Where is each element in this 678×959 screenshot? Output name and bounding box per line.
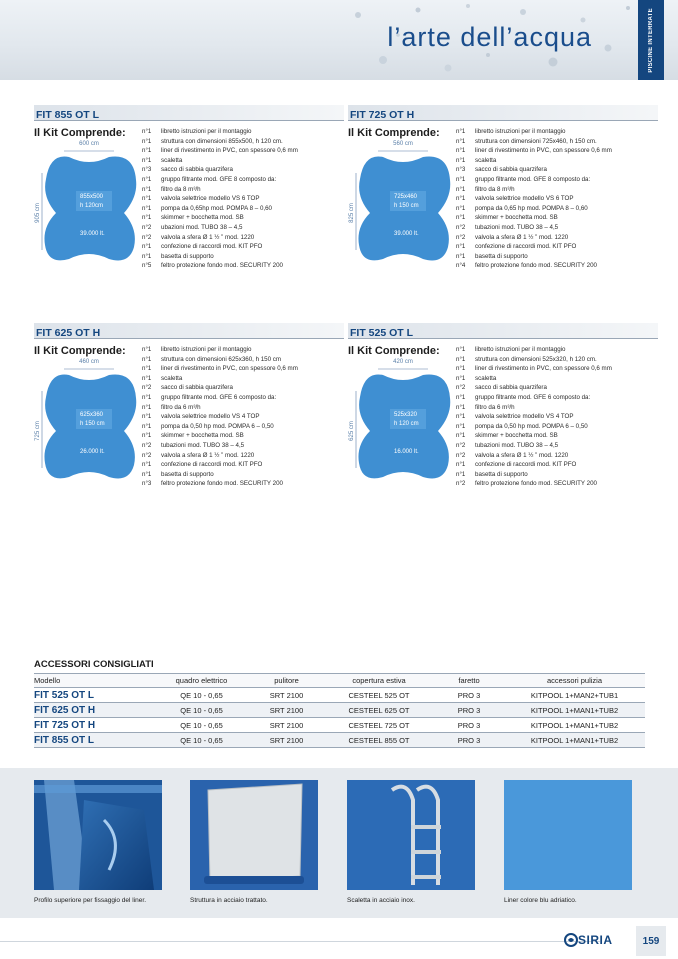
page-header [0, 0, 678, 80]
kit-item-qty: n°4 [456, 262, 466, 270]
kit-item-qty: n°1 [142, 252, 152, 260]
product-block [348, 105, 658, 305]
photo-strip [0, 768, 678, 918]
brand-logo [564, 933, 613, 947]
kit-item-text: sacco di sabbia quarzifera [475, 166, 547, 174]
kit-item-qty: n°1 [142, 204, 152, 212]
kit-item-text: basetta di supporto [161, 470, 214, 478]
kit-item-qty: n°1 [456, 214, 466, 222]
kit-item-text: valvola a sfera Ø 1 ½ ” mod. 1220 [161, 233, 255, 241]
product-name: FIT 725 OT H [350, 109, 415, 121]
col-header-model: Modello [34, 674, 154, 688]
kit-item-text: confezione di raccordi mod. KIT PFO [161, 461, 263, 469]
kit-item-text: valvola selettrice modello VS 6 TOP [475, 195, 574, 203]
kit-item [142, 175, 342, 185]
kit-item-qty: n°2 [456, 451, 466, 459]
kit-item-text: valvola selettrice modello VS 6 TOP [161, 195, 260, 203]
pool-dims-label: 525x320 [394, 412, 418, 418]
kit-item [456, 460, 656, 470]
kit-item [142, 393, 342, 403]
liner-profile-photo [34, 780, 162, 890]
pool-height-label: h 150 cm [394, 203, 419, 209]
kit-item-qty: n°2 [456, 441, 466, 449]
brand-name: SIRIA [578, 933, 613, 947]
kit-item-qty: n°1 [456, 432, 466, 440]
kit-item [456, 355, 656, 365]
pool-length-label: 905 cm [35, 203, 41, 223]
kit-item-text: liner di rivestimento in PVC, con spessore 0,6 mm [475, 147, 612, 155]
kit-item-qty: n°1 [142, 422, 152, 430]
kit-item-text: gruppo filtrante mod. GFE 8 composto da: [475, 175, 591, 183]
pool-width-label: 600 cm [79, 141, 99, 147]
kit-item [142, 451, 342, 461]
table-cell: SRT 2100 [249, 703, 324, 718]
kit-item [142, 403, 342, 413]
kit-includes-label: Il Kit Comprende: [348, 345, 440, 357]
kit-item-qty: n°3 [142, 166, 152, 174]
kit-item-text: feltro protezione fondo mod. SECURITY 200 [161, 480, 283, 488]
kit-item [456, 403, 656, 413]
pool-height-label: h 120cm [80, 203, 104, 209]
steel-structure-photo [190, 780, 318, 890]
kit-item-qty: n°2 [142, 233, 152, 241]
kit-item-qty: n°1 [142, 156, 152, 164]
accessories-title: ACCESSORI CONSIGLIATI [34, 659, 154, 670]
kit-item-text: valvola a sfera Ø 1 ½ ” mod. 1220 [475, 233, 569, 241]
table-cell: CESTEEL 855 OT [324, 733, 434, 748]
kit-item-qty: n°1 [142, 403, 152, 411]
kit-item-text: feltro protezione fondo mod. SECURITY 200 [475, 480, 597, 488]
kit-item [142, 223, 342, 233]
kit-item-text: gruppo filtrante mod. GFE 8 composto da: [161, 175, 277, 183]
kit-item [142, 441, 342, 451]
kit-item-qty: n°2 [142, 441, 152, 449]
kit-item-text: confezione di raccordi mod. KIT PFO [475, 461, 577, 469]
kit-item-qty: n°1 [142, 128, 152, 135]
pool-length-label: 725 cm [35, 421, 41, 441]
pool-height-label: h 150 cm [80, 421, 105, 427]
kit-items-list [142, 345, 342, 489]
product-name: FIT 625 OT H [36, 327, 101, 339]
kit-item-qty: n°3 [142, 480, 152, 488]
kit-item-text: skimmer + bocchetta mod. SB [475, 432, 558, 440]
kit-item [456, 261, 656, 271]
kit-item [142, 345, 342, 355]
kit-includes-label: Il Kit Comprende: [34, 127, 126, 139]
kit-item-text: basetta di supporto [475, 470, 528, 478]
kit-item [456, 175, 656, 185]
kit-item-text: liner di rivestimento in PVC, con spessore 0,6 mm [161, 147, 298, 155]
kit-item-text: filtro da 8 m³/h [161, 185, 201, 193]
table-cell: PRO 3 [434, 733, 504, 748]
kit-item-qty: n°1 [142, 175, 152, 183]
table-row [34, 718, 645, 733]
product-title-bar [34, 105, 344, 121]
kit-item-text: pompa da 0,65 hp mod. POMPA 8 – 0,60 [475, 204, 588, 212]
col-header-cover: copertura estiva [324, 674, 434, 688]
kit-item [142, 194, 342, 204]
kit-item-qty: n°1 [456, 128, 466, 135]
pool-shape-diagram [348, 353, 458, 483]
kit-item-qty: n°1 [142, 355, 152, 363]
kit-item [142, 127, 342, 137]
photo-caption: Profilo superiore per fissaggio del liner. [34, 897, 147, 904]
kit-item-qty: n°1 [456, 461, 466, 469]
kit-item [456, 137, 656, 147]
pool-length-label: 625 cm [349, 421, 355, 441]
kit-item [456, 204, 656, 214]
kit-item-qty: n°1 [142, 346, 152, 353]
kit-item-text: pompa da 0,50 hp mod. POMPA 6 – 0,50 [161, 422, 274, 430]
table-cell: SRT 2100 [249, 733, 324, 748]
product-block [348, 323, 658, 523]
table-cell-model: FIT 855 OT L [34, 733, 154, 748]
pool-length-label: 825 cm [349, 203, 355, 223]
product-title-bar [348, 105, 658, 121]
kit-item-qty: n°1 [142, 365, 152, 373]
table-row [34, 733, 645, 748]
kit-item [142, 412, 342, 422]
kit-items-list [456, 127, 656, 271]
kit-item-text: valvola a sfera Ø 1 ½ ” mod. 1220 [161, 451, 255, 459]
kit-item [456, 156, 656, 166]
kit-item [456, 374, 656, 384]
kit-item-qty: n°1 [142, 147, 152, 155]
pool-width-label: 460 cm [79, 359, 99, 365]
photo-caption: Scaletta in acciaio inox. [347, 897, 415, 904]
kit-item-qty: n°1 [456, 355, 466, 363]
kit-item [142, 233, 342, 243]
pool-volume-label: 16.000 lt. [394, 449, 419, 455]
kit-item [456, 431, 656, 441]
pool-width-label: 420 cm [393, 359, 413, 365]
kit-item [456, 194, 656, 204]
accessories-table [34, 673, 645, 748]
kit-item-qty: n°1 [456, 243, 466, 251]
kit-item [456, 441, 656, 451]
table-cell: SRT 2100 [249, 688, 324, 703]
kit-item-text: struttura con dimensioni 725x460, h 150 cm. [475, 137, 597, 145]
table-cell: KITPOOL 1+MAN1+TUB2 [504, 703, 645, 718]
product-title-bar [348, 323, 658, 339]
kit-item-qty: n°1 [456, 195, 466, 203]
kit-item-text: sacco di sabbia quarzifera [161, 166, 233, 174]
kit-item-qty: n°1 [456, 185, 466, 193]
pool-volume-label: 26.000 lt. [80, 449, 105, 455]
kit-item-text: filtro da 6 m³/h [475, 403, 515, 411]
kit-item-text: gruppo filtrante mod. GFE 6 composto da: [475, 393, 591, 401]
kit-item [456, 242, 656, 252]
kit-item-qty: n°1 [142, 185, 152, 193]
kit-item-text: pompa da 0,50 hp mod. POMPA 6 – 0,50 [475, 422, 588, 430]
kit-item [456, 479, 656, 489]
kit-item-text: valvola selettrice modello VS 4 TOP [161, 413, 260, 421]
kit-item-qty: n°1 [142, 374, 152, 382]
kit-item-text: feltro protezione fondo mod. SECURITY 200 [161, 262, 283, 270]
kit-item-text: valvola selettrice modello VS 4 TOP [475, 413, 574, 421]
table-cell: QE 10 - 0,65 [154, 688, 249, 703]
table-cell: PRO 3 [434, 703, 504, 718]
kit-item-text: confezione di raccordi mod. KIT PFO [161, 243, 263, 251]
kit-item-text: basetta di supporto [475, 252, 528, 260]
kit-item-qty: n°1 [456, 147, 466, 155]
table-cell: CESTEEL 525 OT [324, 688, 434, 703]
kit-item-text: libretto istruzioni per il montaggio [161, 128, 252, 135]
kit-items-list [142, 127, 342, 271]
kit-item [456, 393, 656, 403]
pool-dims-label: 725x460 [394, 194, 418, 200]
kit-item-text: pompa da 0,65hp mod. POMPA 8 – 0,60 [161, 204, 272, 212]
kit-item-qty: n°5 [142, 262, 152, 270]
kit-item [456, 451, 656, 461]
kit-item-text: sacco di sabbia quarzifera [475, 384, 547, 392]
kit-item [142, 431, 342, 441]
kit-item [142, 165, 342, 175]
table-cell: PRO 3 [434, 688, 504, 703]
pool-volume-label: 39.000 lt. [394, 231, 419, 237]
kit-item-text: skimmer + bocchetta mod. SB [475, 214, 558, 222]
kit-item [456, 364, 656, 374]
kit-item [456, 422, 656, 432]
kit-item [456, 185, 656, 195]
kit-item-text: gruppo filtrante mod. GFE 6 composto da: [161, 393, 277, 401]
kit-item-qty: n°1 [456, 470, 466, 478]
kit-item-text: struttura con dimensioni 525x320, h 120 cm. [475, 355, 597, 363]
kit-item-qty: n°1 [142, 137, 152, 145]
kit-item [456, 412, 656, 422]
kit-item-qty: n°1 [456, 137, 466, 145]
kit-item [142, 374, 342, 384]
kit-item [142, 261, 342, 271]
kit-item [456, 252, 656, 262]
kit-item [142, 213, 342, 223]
kit-item-qty: n°1 [142, 214, 152, 222]
kit-item-qty: n°1 [456, 413, 466, 421]
kit-item [456, 233, 656, 243]
table-cell: QE 10 - 0,65 [154, 733, 249, 748]
kit-item-text: tubazioni mod. TUBO 38 – 4,5 [475, 441, 559, 449]
kit-item-text: libretto istruzioni per il montaggio [475, 128, 566, 135]
kit-item [142, 185, 342, 195]
pool-dims-label: 855x500 [80, 194, 104, 200]
table-cell: KITPOOL 1+MAN2+TUB1 [504, 688, 645, 703]
kit-item-text: filtro da 6 m³/h [161, 403, 201, 411]
kit-item [456, 127, 656, 137]
kit-item-text: scaletta [161, 156, 183, 164]
kit-item-qty: n°1 [456, 422, 466, 430]
accessories-header-row [34, 674, 645, 688]
kit-item [456, 165, 656, 175]
kit-item-qty: n°1 [456, 365, 466, 373]
kit-item-text: libretto istruzioni per il montaggio [161, 346, 252, 353]
kit-item [142, 156, 342, 166]
pool-height-label: h 120 cm [394, 421, 419, 427]
table-cell-model: FIT 625 OT H [34, 703, 154, 718]
kit-items-list [456, 345, 656, 489]
kit-item-qty: n°1 [456, 204, 466, 212]
liner-color-swatch [504, 780, 632, 890]
table-cell: CESTEEL 625 OT [324, 703, 434, 718]
pool-volume-label: 39.000 lt. [80, 231, 105, 237]
product-block [34, 105, 344, 305]
accessories-section [34, 659, 645, 748]
kit-item-text: struttura con dimensioni 855x500, h 120 cm. [161, 137, 283, 145]
col-header-panel: quadro elettrico [154, 674, 249, 688]
section-side-tab [638, 0, 664, 80]
kit-item-qty: n°1 [456, 252, 466, 260]
table-cell: PRO 3 [434, 718, 504, 733]
kit-item-qty: n°1 [456, 346, 466, 353]
kit-item-qty: n°1 [456, 175, 466, 183]
kit-item-text: tubazioni mod. TUBO 38 – 4,5 [475, 223, 559, 231]
pool-shape-diagram [34, 353, 144, 483]
pool-shape-diagram [348, 135, 458, 265]
table-cell: CESTEEL 725 OT [324, 718, 434, 733]
kit-item [142, 204, 342, 214]
kit-item-text: skimmer + bocchetta mod. SB [161, 432, 244, 440]
header-title: l’arte dell’acqua [387, 22, 592, 52]
kit-item-text: ubazioni mod. TUBO 38 – 4,5 [161, 223, 243, 231]
kit-item [142, 355, 342, 365]
kit-item-qty: n°1 [142, 243, 152, 251]
kit-item-qty: n°2 [142, 384, 152, 392]
page-number: 159 [636, 926, 666, 956]
kit-item [142, 137, 342, 147]
kit-item-qty: n°1 [142, 413, 152, 421]
section-side-tab-label: PISCINE INTERRATE [648, 7, 654, 73]
col-header-light: faretto [434, 674, 504, 688]
kit-item-qty: n°1 [142, 432, 152, 440]
kit-item-text: confezione di raccordi mod. KIT PFO [475, 243, 577, 251]
kit-item [142, 460, 342, 470]
kit-item-qty: n°2 [456, 384, 466, 392]
kit-item [142, 479, 342, 489]
kit-item [142, 422, 342, 432]
table-row [34, 703, 645, 718]
product-title-bar [34, 323, 344, 339]
col-header-cleaner: pulitore [249, 674, 324, 688]
kit-item-text: scaletta [161, 374, 183, 382]
kit-includes-label: Il Kit Comprende: [348, 127, 440, 139]
kit-item [456, 383, 656, 393]
kit-item [142, 470, 342, 480]
kit-item-qty: n°1 [142, 461, 152, 469]
kit-item [456, 345, 656, 355]
kit-item-qty: n°1 [142, 470, 152, 478]
kit-item-qty: n°2 [456, 233, 466, 241]
kit-item-text: liner di rivestimento in PVC, con spessore 0,6 mm [475, 365, 612, 373]
kit-item-text: tubazioni mod. TUBO 38 – 4,5 [161, 441, 245, 449]
footer-divider [0, 941, 600, 942]
kit-item-qty: n°2 [142, 223, 152, 231]
kit-item [456, 146, 656, 156]
table-cell: QE 10 - 0,65 [154, 703, 249, 718]
kit-item [142, 252, 342, 262]
table-cell: SRT 2100 [249, 718, 324, 733]
kit-item-text: liner di rivestimento in PVC, con spessore 0,6 mm [161, 365, 298, 373]
kit-item [456, 213, 656, 223]
table-row [34, 688, 645, 703]
kit-item-text: scaletta [475, 156, 497, 164]
kit-item [142, 146, 342, 156]
kit-item-qty: n°2 [142, 451, 152, 459]
table-cell-model: FIT 725 OT H [34, 718, 154, 733]
product-name: FIT 855 OT L [36, 109, 100, 121]
kit-item [142, 383, 342, 393]
brand-mark-icon [564, 933, 578, 947]
kit-item-qty: n°1 [456, 403, 466, 411]
kit-item-qty: n°1 [142, 195, 152, 203]
kit-item-qty: n°1 [456, 156, 466, 164]
product-block [34, 323, 344, 523]
kit-item [456, 470, 656, 480]
table-cell-model: FIT 525 OT L [34, 688, 154, 703]
pool-dims-label: 625x360 [80, 412, 104, 418]
kit-item-qty: n°2 [456, 223, 466, 231]
inox-ladder-photo [347, 780, 475, 890]
product-name: FIT 525 OT L [350, 327, 414, 339]
kit-includes-label: Il Kit Comprende: [34, 345, 126, 357]
kit-item-text: basetta di supporto [161, 252, 214, 260]
kit-item-text: scaletta [475, 374, 497, 382]
photo-caption: Struttura in acciaio trattato. [190, 897, 268, 904]
kit-item-text: filtro da 8 m³/h [475, 185, 515, 193]
table-cell: KITPOOL 1+MAN1+TUB2 [504, 733, 645, 748]
kit-item-text: libretto istruzioni per il montaggio [475, 346, 566, 353]
table-cell: KITPOOL 1+MAN1+TUB2 [504, 718, 645, 733]
col-header-cleaning-kit: accessori pulizia [504, 674, 645, 688]
kit-item-text: feltro protezione fondo mod. SECURITY 200 [475, 262, 597, 270]
kit-item-qty: n°1 [456, 393, 466, 401]
kit-item [456, 223, 656, 233]
kit-item-text: sacco di sabbia quarzifera [161, 384, 233, 392]
kit-item-qty: n°1 [142, 393, 152, 401]
kit-item [142, 242, 342, 252]
table-cell: QE 10 - 0,65 [154, 718, 249, 733]
kit-item-qty: n°3 [456, 166, 466, 174]
pool-width-label: 560 cm [393, 141, 413, 147]
kit-item-qty: n°1 [456, 374, 466, 382]
kit-item-text: skimmer + bocchetta mod. SB [161, 214, 244, 222]
kit-item-qty: n°2 [456, 480, 466, 488]
kit-item [142, 364, 342, 374]
pool-shape-diagram [34, 135, 144, 265]
photo-caption: Liner colore blu adriatico. [504, 897, 577, 904]
kit-item-text: valvola a sfera Ø 1 ½ ” mod. 1220 [475, 451, 569, 459]
kit-item-text: struttura con dimensioni 625x360, h 150 cm [161, 355, 282, 363]
